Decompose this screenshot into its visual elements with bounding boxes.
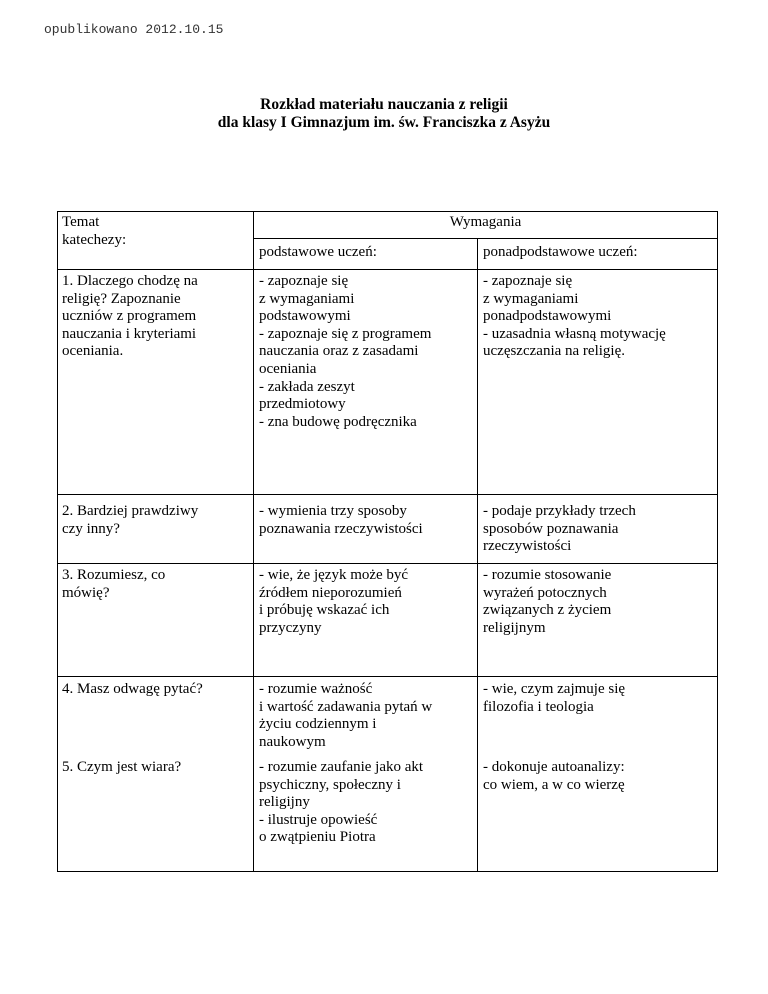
basic-requirements-cell: - rozumie ważność i wartość zadawania pytań w życiu codziennym i naukowym <box>259 681 433 750</box>
topic-cell: 3. Rozumiesz, co mówię? <box>62 567 166 601</box>
topic-cell: 1. Dlaczego chodzę na religię? Zapoznanie uczniów z programem nauczania i kryteriami oceniania. <box>62 273 198 360</box>
subheader-divider <box>253 238 718 239</box>
advanced-requirements-cell: - zapoznaje się z wymaganiami ponadpodstawowymi - uzasadnia własną motywację uczęszczania na religię. <box>483 273 666 360</box>
basic-requirements-cell: - wymienia trzy sposoby poznawania rzeczywistości <box>259 503 423 537</box>
title-line-2: dla klasy I Gimnazjum im. św. Franciszka z Asyżu <box>217 114 551 131</box>
advanced-requirements-cell: - wie, czym zajmuje się filozofia i teologia <box>483 681 626 715</box>
requirements-header: Wymagania <box>449 214 522 230</box>
topic-cell: 4. Masz odwagę pytać? <box>62 681 203 697</box>
advanced-requirements-cell: - dokonuje autoanalizy: co wiem, a w co wierzę <box>483 759 625 793</box>
advanced-requirements-cell: - rozumie stosowanie wyrażeń potocznych związanych z życiem religijnym <box>483 567 612 636</box>
basic-requirements-header: podstawowe uczeń: <box>259 244 377 260</box>
table-border-bottom <box>57 871 718 872</box>
topic-cell: 2. Bardziej prawdziwy czy inny? <box>62 503 199 537</box>
header-bottom-border <box>57 269 718 270</box>
basic-requirements-cell: - wie, że język może być źródłem nieporozumień i próbuję wskazać ich przyczyny <box>259 567 409 636</box>
advanced-requirements-cell: - podaje przykłady trzech sposobów poznawania rzeczywistości <box>483 503 636 555</box>
basic-requirements-cell: - rozumie zaufanie jako akt psychiczny, społeczny i religijny - ilustruje opowieść o zwątpieniu Piotra <box>259 759 424 846</box>
table-border-left <box>57 211 58 872</box>
row-divider <box>57 676 718 677</box>
title-line-1: Rozkład materiału nauczania z religii <box>260 96 508 113</box>
basic-requirements-cell: - zapoznaje się z wymaganiami podstawowymi - zapoznaje się z programem nauczania oraz z zasadami oceniania - zakłada zeszyt przedmiotowy - zna budowę podręcznika <box>259 273 432 430</box>
column-divider <box>477 238 478 872</box>
document-title <box>0 96 768 132</box>
topic-header: Temat katechezy: <box>62 214 127 248</box>
table-border-right <box>717 211 718 872</box>
published-date: opublikowano 2012.10.15 <box>44 22 224 37</box>
advanced-requirements-header: ponadpodstawowe uczeń: <box>483 244 638 260</box>
table-border-top <box>57 211 718 212</box>
column-divider <box>253 211 254 872</box>
row-divider <box>57 494 718 495</box>
topic-cell: 5. Czym jest wiara? <box>62 759 182 775</box>
row-divider <box>57 563 718 564</box>
